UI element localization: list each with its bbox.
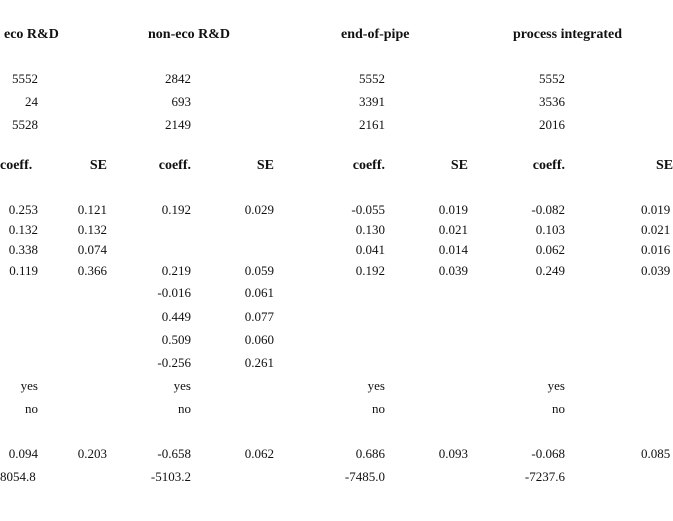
count-pi-1: 5552 [539, 71, 565, 86]
cell: 0.021 [641, 222, 671, 237]
cell: 0.019 [641, 202, 671, 217]
cell: 0.094 [8, 446, 38, 461]
cell: 0.121 [77, 202, 107, 217]
cell: -0.082 [531, 202, 565, 217]
cell: 0.039 [641, 263, 671, 278]
control-yes: yes [547, 378, 565, 393]
cell: 0.249 [535, 263, 565, 278]
cell: 0.060 [244, 332, 274, 347]
loglik-pi: -7237.6 [524, 469, 565, 484]
cell: 0.016 [641, 242, 671, 257]
subheader-coeff-eco: coeff. [0, 158, 33, 173]
count-pi-2: 3536 [539, 94, 565, 109]
cell: -0.068 [531, 446, 565, 461]
cell: 0.119 [9, 263, 38, 278]
count-eop-1: 5552 [359, 71, 385, 86]
subheader-se-pi: SE [656, 158, 673, 173]
count-noneco-3: 2149 [165, 117, 191, 132]
cell: 0.509 [161, 332, 191, 347]
cell: -0.256 [157, 355, 191, 370]
cell: 0.132 [77, 222, 107, 237]
control-no: no [372, 401, 385, 416]
count-noneco-2: 693 [171, 94, 191, 109]
control-no: no [552, 401, 565, 416]
cell: 0.062 [535, 242, 565, 257]
loglik-eop: -7485.0 [344, 469, 385, 484]
subheader-se-eco: SE [89, 158, 107, 173]
count-eop-2: 3391 [359, 94, 385, 109]
cell: 0.074 [77, 242, 107, 257]
count-pi-3: 2016 [539, 117, 565, 132]
cell: 0.093 [438, 446, 468, 461]
cell: 0.085 [641, 446, 671, 461]
cell: 0.077 [244, 309, 274, 324]
subheader-se-noneco: SE [256, 158, 274, 173]
subheader-coeff-pi: coeff. [532, 158, 565, 173]
cell: 0.366 [77, 263, 107, 278]
cell: 0.062 [244, 446, 274, 461]
subheader-coeff-eop: coeff. [352, 158, 385, 173]
control-yes: yes [173, 378, 191, 393]
control-no: no [25, 401, 38, 416]
cell: -0.658 [157, 446, 191, 461]
cell: 0.261 [244, 355, 274, 370]
count-eco-1: 5552 [12, 71, 38, 86]
control-yes: yes [20, 378, 38, 393]
cell: 0.132 [8, 222, 38, 237]
cell: 0.192 [161, 202, 191, 217]
subheader-se-eop: SE [450, 158, 468, 173]
header-eco-rd: eco R&D [4, 27, 59, 42]
header-process-integrated: process integrated [513, 27, 622, 42]
control-yes: yes [367, 378, 385, 393]
cell: -0.016 [157, 285, 191, 300]
header-non-eco-rd: non-eco R&D [148, 27, 231, 42]
subheader-coeff-noneco: coeff. [158, 158, 191, 173]
cell: 0.039 [438, 263, 468, 278]
header-end-of-pipe: end-of-pipe [341, 27, 410, 42]
cell: 0.203 [77, 446, 107, 461]
cell: 0.029 [244, 202, 274, 217]
cell: 0.041 [355, 242, 385, 257]
count-eco-3: 5528 [12, 117, 38, 132]
cell: 0.338 [8, 242, 38, 257]
cell: 0.021 [438, 222, 468, 237]
cell: 0.014 [438, 242, 468, 257]
control-no: no [178, 401, 191, 416]
cell: 0.061 [244, 285, 274, 300]
count-eco-2: 24 [25, 94, 38, 109]
count-eop-3: 2161 [359, 117, 385, 132]
cell: 0.059 [244, 263, 274, 278]
cell: 0.219 [161, 263, 191, 278]
cell: 0.192 [355, 263, 385, 278]
cell: 0.449 [161, 309, 191, 324]
cell: 0.253 [8, 202, 38, 217]
cell: 0.103 [535, 222, 565, 237]
cell: 0.019 [438, 202, 468, 217]
cell: 0.130 [355, 222, 385, 237]
cell: 0.686 [355, 446, 385, 461]
cell: -0.055 [351, 202, 385, 217]
loglik-noneco: -5103.2 [150, 469, 191, 484]
count-noneco-1: 2842 [165, 71, 191, 86]
loglik-eco: 8054.8 [0, 469, 36, 484]
